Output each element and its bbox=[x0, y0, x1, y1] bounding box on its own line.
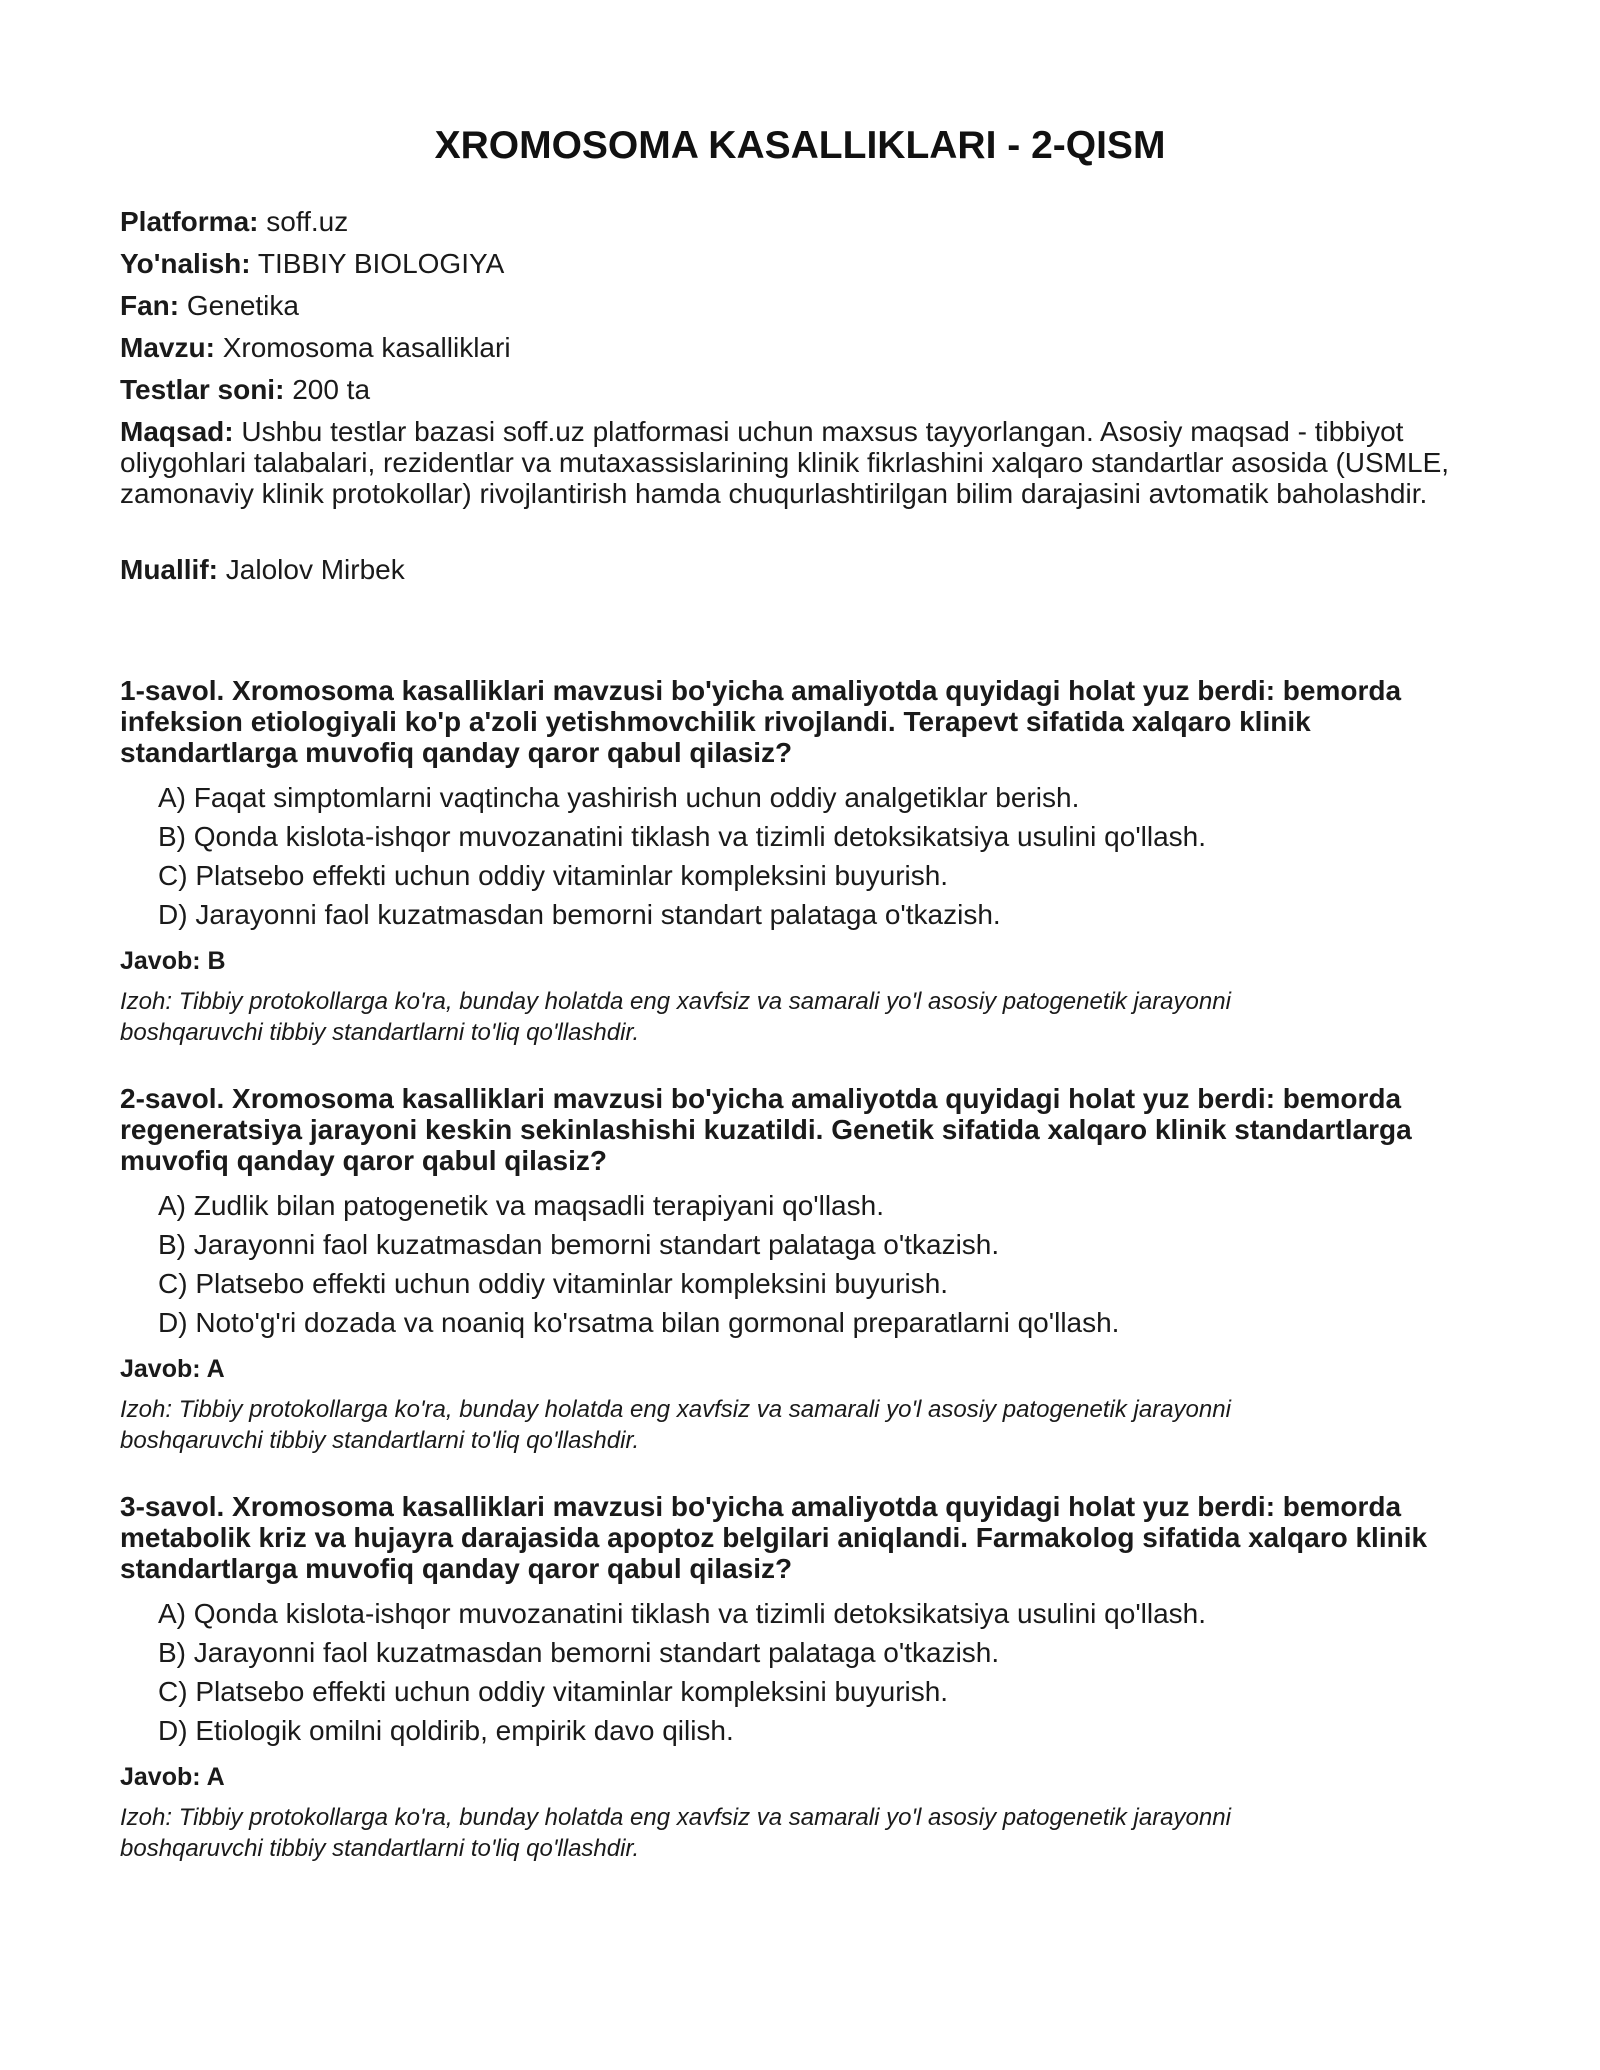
meta-topic-value: Xromosoma kasalliklari bbox=[222, 332, 511, 363]
option-a: A) Faqat simptomlarni vaqtincha yashirish uchun oddiy analgetiklar berish. bbox=[158, 782, 1080, 813]
meta-platform-label: Platforma: bbox=[120, 206, 259, 237]
answer-options bbox=[158, 1594, 1480, 1750]
meta-direction bbox=[120, 248, 1480, 279]
option-c: C) Platsebo effekti uchun oddiy vitaminlar kompleksini buyurish. bbox=[158, 860, 949, 891]
answer-options bbox=[158, 1186, 1480, 1342]
option-a: A) Qonda kislota-ishqor muvozanatini tiklash va tizimli detoksikatsiya usulini qo'llash. bbox=[158, 1598, 1207, 1629]
question-1 bbox=[120, 675, 1480, 1048]
meta-direction-value: TIBBIY BIOLOGIYA bbox=[257, 248, 505, 279]
question-text: 1-savol. Xromosoma kasalliklari mavzusi bo'yicha amaliyotda quyidagi holat yuz berdi: bemorda infeksion etiologiyali ko'p a'zoli yetishmovchilik rivojlandi. Terapevt sifatida xalqaro klinik standartlarga muvofiq qanday qaror qabul qilasiz? bbox=[120, 675, 1402, 768]
question-text: 2-savol. Xromosoma kasalliklari mavzusi bo'yicha amaliyotda quyidagi holat yuz berdi: bemorda regeneratsiya jarayoni keskin sekinlashishi kuzatildi. Genetik sifatida xalqaro klinik standartlarga muvofiq qanday qaror qabul qilasiz? bbox=[120, 1083, 1412, 1176]
meta-test-count-label: Testlar soni: bbox=[120, 374, 285, 405]
option-b: B) Qonda kislota-ishqor muvozanatini tiklash va tizimli detoksikatsiya usulini qo'llash. bbox=[158, 821, 1207, 852]
option-b: B) Jarayonni faol kuzatmasdan bemorni standart palataga o'tkazish. bbox=[158, 1229, 1000, 1260]
meta-author-label: Muallif: bbox=[120, 554, 218, 585]
meta-goal-value: Ushbu testlar bazasi soff.uz platformasi uchun maxsus tayyorlangan. Asosiy maqsad - tibbiyot oliygohlari talabalari, rezidentlar va mutaxassislarining klinik fikrlashini xalqaro standartlar asosida (USMLE, zamonaviy klinik protokollar) rivojlantirish hamda chuqurlashtirilgan bilim darajasini avtomatik baholashdir. bbox=[120, 416, 1450, 509]
option-c: C) Platsebo effekti uchun oddiy vitaminlar kompleksini buyurish. bbox=[158, 1268, 949, 1299]
meta-topic bbox=[120, 332, 1480, 363]
meta-author bbox=[120, 554, 1480, 585]
meta-subject-value: Genetika bbox=[186, 290, 299, 321]
meta-subject bbox=[120, 290, 1480, 321]
option-d: D) Noto'g'ri dozada va noaniq ko'rsatma bilan gormonal preparatlarni qo'llash. bbox=[158, 1307, 1120, 1338]
meta-subject-label: Fan: bbox=[120, 290, 180, 321]
meta-test-count bbox=[120, 374, 1480, 405]
explanation-note: Izoh: Tibbiy protokollarga ko'ra, bunday holatda eng xavfsiz va samarali yo'l asosiy patogenetik jarayonni boshqaruvchi tibbiy standartlarni to'liq qo'llashdir. bbox=[120, 1804, 1231, 1862]
option-b: B) Jarayonni faol kuzatmasdan bemorni standart palataga o'tkazish. bbox=[158, 1637, 1000, 1668]
meta-direction-label: Yo'nalish: bbox=[120, 248, 251, 279]
answer-key: Javob: A bbox=[120, 1763, 225, 1791]
explanation-note: Izoh: Tibbiy protokollarga ko'ra, bunday holatda eng xavfsiz va samarali yo'l asosiy patogenetik jarayonni boshqaruvchi tibbiy standartlarni to'liq qo'llashdir. bbox=[120, 1396, 1231, 1454]
meta-platform-value: soff.uz bbox=[266, 206, 349, 237]
meta-author-value: Jalolov Mirbek bbox=[225, 554, 405, 585]
question-2 bbox=[120, 1083, 1480, 1456]
explanation-note: Izoh: Tibbiy protokollarga ko'ra, bunday holatda eng xavfsiz va samarali yo'l asosiy patogenetik jarayonni boshqaruvchi tibbiy standartlarni to'liq qo'llashdir. bbox=[120, 988, 1231, 1046]
option-a: A) Zudlik bilan patogenetik va maqsadli terapiyani qo'llash. bbox=[158, 1190, 884, 1221]
document-title: XROMOSOMA KASALLIKLARI - 2-QISM bbox=[434, 124, 1166, 167]
meta-topic-label: Mavzu: bbox=[120, 332, 215, 363]
meta-platform bbox=[120, 206, 1480, 237]
question-3 bbox=[120, 1491, 1480, 1864]
question-text: 3-savol. Xromosoma kasalliklari mavzusi bo'yicha amaliyotda quyidagi holat yuz berdi: bemorda metabolik kriz va hujayra darajasida apoptoz belgilari aniqlandi. Farmakolog sifatida xalqaro klinik standartlarga muvofiq qanday qaror qabul qilasiz? bbox=[120, 1491, 1428, 1584]
answer-options bbox=[158, 778, 1480, 934]
meta-test-count-value: 200 ta bbox=[292, 374, 371, 405]
meta-goal bbox=[120, 416, 1480, 509]
option-d: D) Jarayonni faol kuzatmasdan bemorni standart palataga o'tkazish. bbox=[158, 899, 1001, 930]
answer-key: Javob: B bbox=[120, 947, 226, 975]
answer-key: Javob: A bbox=[120, 1355, 225, 1383]
option-d: D) Etiologik omilni qoldirib, empirik davo qilish. bbox=[158, 1715, 734, 1746]
option-c: C) Platsebo effekti uchun oddiy vitaminlar kompleksini buyurish. bbox=[158, 1676, 949, 1707]
meta-goal-label: Maqsad: bbox=[120, 416, 234, 447]
